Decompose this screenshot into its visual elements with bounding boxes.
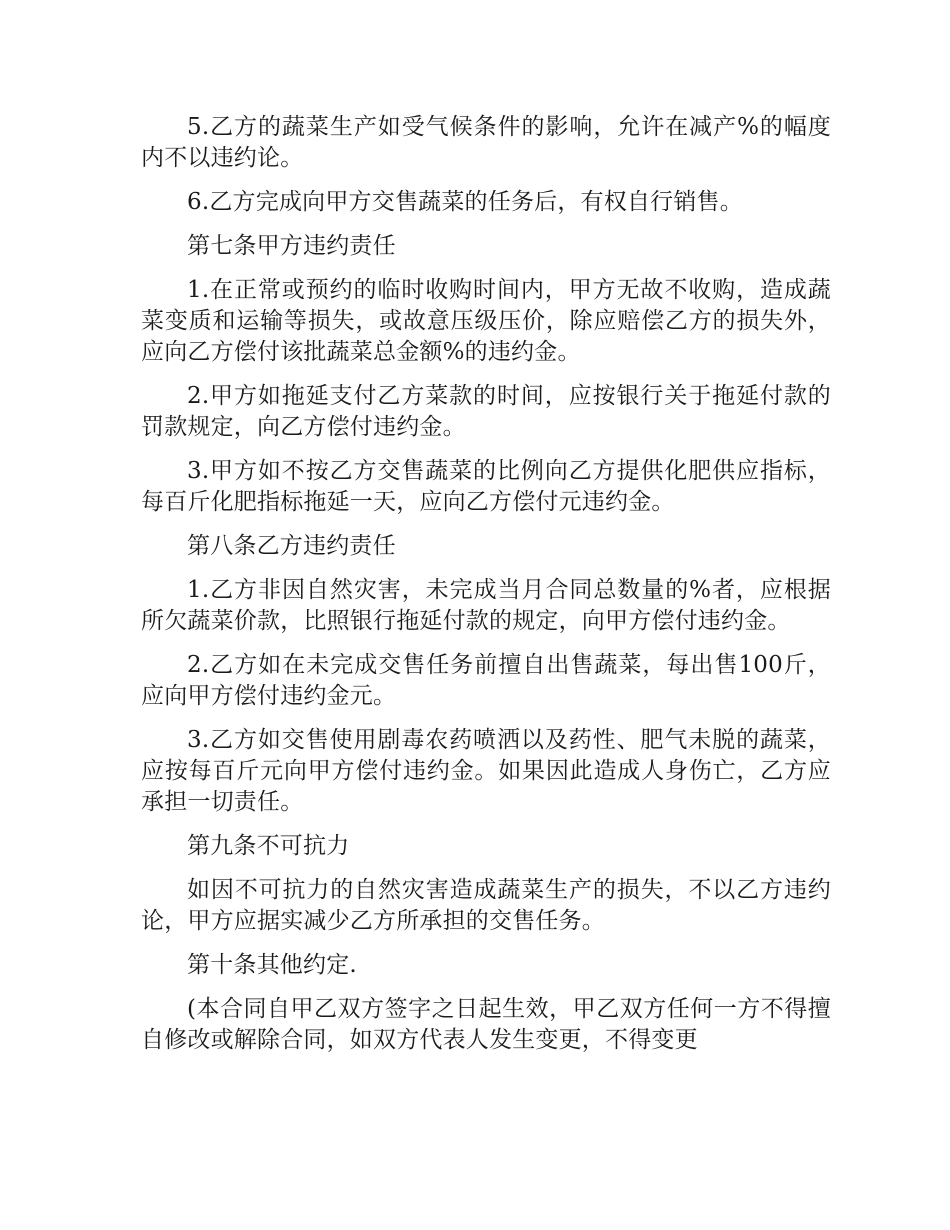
article-8-clause-1: 1.乙方非因自然灾害，未完成当月合同总数量的%者，应根据所欠蔬菜价款，比照银行拖延付款的规定，向甲方偿付违约金。 — [141, 577, 831, 634]
clause-6-free-sale: 6.乙方完成向甲方交售蔬菜的任务后，有权自行销售。 — [187, 189, 743, 215]
article-7-heading: 第七条甲方违约责任 — [187, 233, 396, 259]
article-7-clause-2: 2.甲方如拖延支付乙方菜款的时间，应按银行关于拖延付款的罚款规定，向乙方偿付违约金。 — [141, 383, 831, 440]
document-body — [141, 112, 831, 1069]
article-9-heading: 第九条不可抗力 — [187, 833, 350, 859]
article-8-heading: 第八条乙方违约责任 — [187, 533, 396, 559]
article-9-body: 如因不可抗力的自然灾害造成蔬菜生产的损失，不以乙方违约论，甲方应据实减少乙方所承担的交售任务。 — [141, 877, 831, 934]
article-7-clause-3: 3.甲方如不按乙方交售蔬菜的比例向乙方提供化肥供应指标，每百斤化肥指标拖延一天，应向乙方偿付元违约金。 — [141, 458, 831, 515]
article-7-clause-1: 1.在正常或预约的临时收购时间内，甲方无故不收购，造成蔬菜变质和运输等损失，或故意压级压价，除应赔偿乙方的损失外，应向乙方偿付该批蔬菜总金额%的违约金。 — [141, 277, 831, 365]
article-10-body: (本合同自甲乙双方签字之日起生效，甲乙双方任何一方不得擅自修改或解除合同，如双方代表人发生变更，不得变更 — [141, 996, 831, 1053]
article-10-heading: 第十条其他约定. — [187, 952, 357, 978]
article-8-clause-3: 3.乙方如交售使用剧毒农药喷洒以及药性、肥气未脱的蔬菜，应按每百斤元向甲方偿付违约金。如果因此造成人身伤亡，乙方应承担一切责任。 — [141, 727, 831, 815]
clause-5-yield-tolerance: 5.乙方的蔬菜生产如受气候条件的影响，允许在减产%的幅度内不以违约论。 — [141, 114, 831, 171]
article-8-clause-2: 2.乙方如在未完成交售任务前擅自出售蔬菜，每出售100斤，应向甲方偿付违约金元。 — [141, 652, 831, 709]
